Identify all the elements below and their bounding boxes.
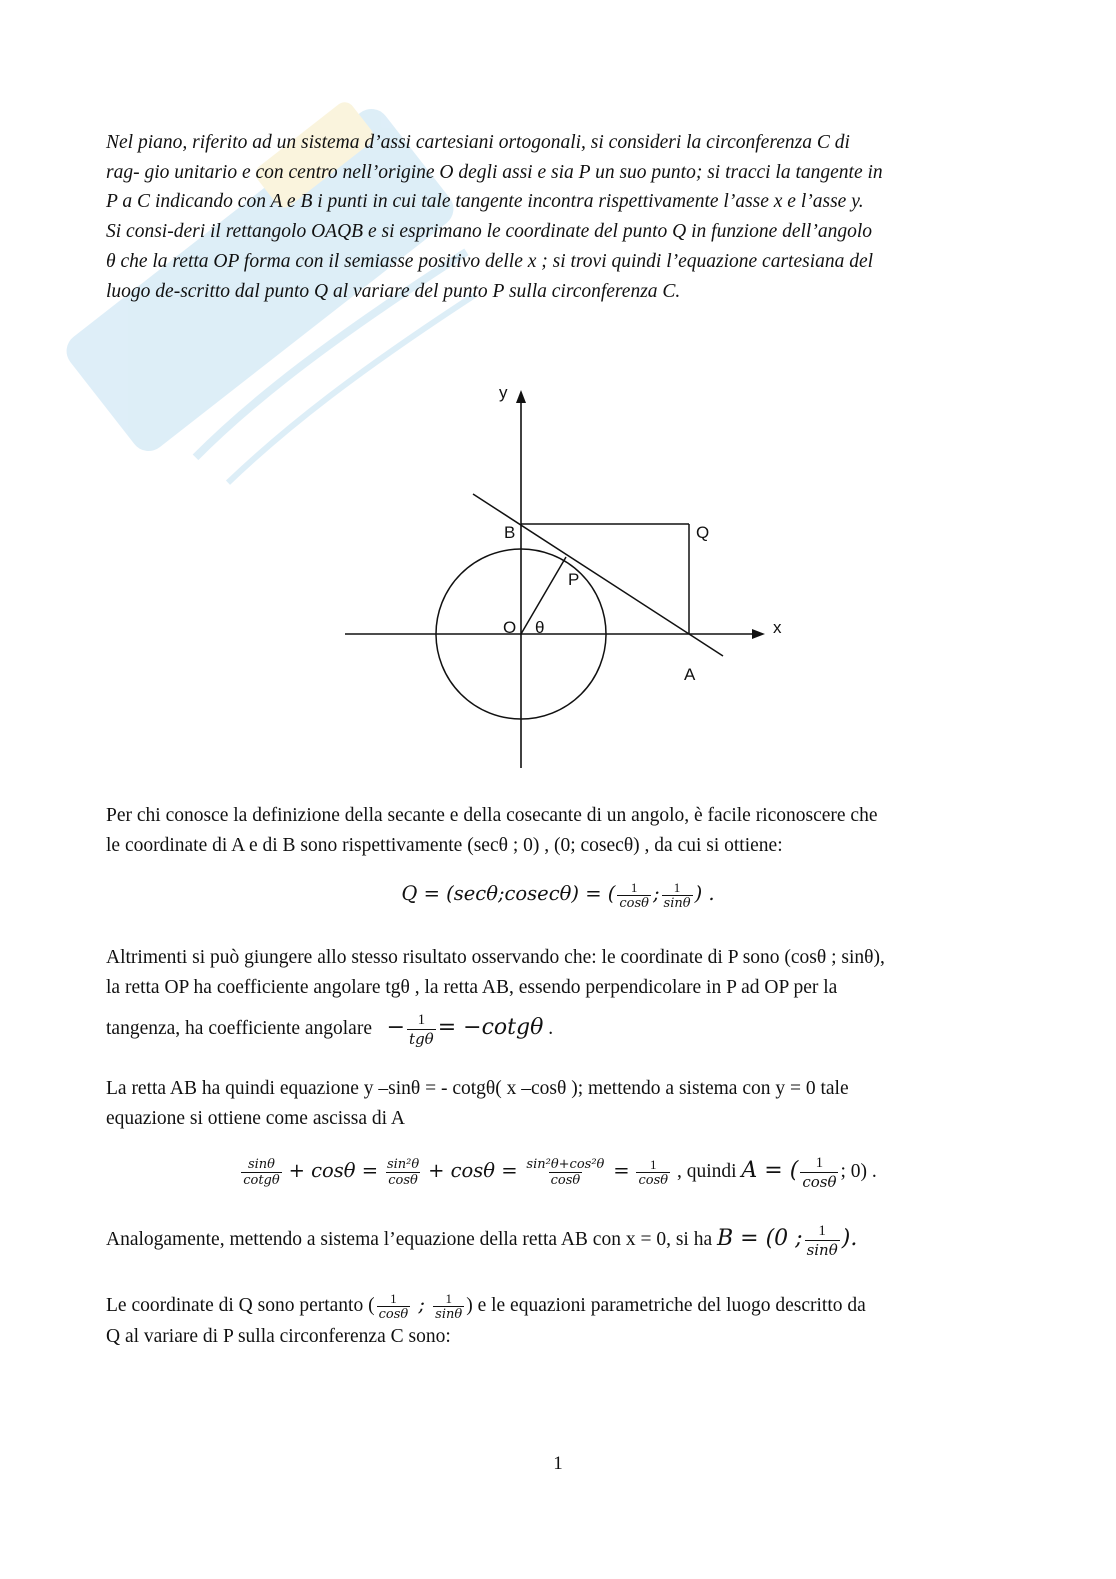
cotg-expr: = −cotgθ bbox=[437, 1014, 544, 1040]
fraction bbox=[377, 1291, 411, 1322]
denominator: cosθ bbox=[378, 1307, 409, 1323]
numerator: sin²θ+cos²θ bbox=[526, 1157, 605, 1172]
text-line: le coordinate di A e di B sono rispettivamente (secθ ; 0) , (0; cosecθ) , da cui si ottiene: bbox=[106, 835, 783, 856]
text-fragment: Analogamente, mettendo a sistema l’equazione della retta AB con x = 0, si ha bbox=[106, 1228, 717, 1250]
separator: ; bbox=[412, 1293, 432, 1316]
intro-line: Nel piano, riferito ad un sistema d’assi cartesiani ortogonali, si consideri la circonferenza C di bbox=[106, 132, 850, 153]
fraction bbox=[617, 880, 651, 911]
text-line: La retta AB ha quindi equazione y –sinθ = - cotgθ( x –cosθ ); mettendo a sistema con y = 0 tale bbox=[106, 1078, 849, 1099]
separator: ; bbox=[652, 881, 660, 905]
denominator: cosθ bbox=[388, 1173, 418, 1188]
page-number: 1 bbox=[553, 1453, 563, 1474]
intro-line: θ che la retta OP forma con il semiasse positivo delle x ; si trovi quindi l’equazione cartesiana del bbox=[106, 250, 874, 272]
label-A: A bbox=[684, 665, 696, 684]
text-line bbox=[106, 1011, 1016, 1048]
geometry-figure bbox=[330, 375, 810, 775]
paragraph-Q-coordinates bbox=[106, 1290, 1016, 1352]
numerator: 1 bbox=[630, 880, 638, 895]
label-O: O bbox=[503, 618, 517, 637]
text-fragment: tangenza, ha coefficiente angolare bbox=[106, 1017, 372, 1039]
label-theta: θ bbox=[535, 618, 545, 637]
intro-line: Si consi-deri il rettangolo OAQB e si esprimano le coordinate del punto Q in funzione dell’angolo bbox=[106, 221, 873, 243]
fraction bbox=[433, 1291, 464, 1322]
text-fragment: Le coordinate di Q sono pertanto ( bbox=[106, 1295, 375, 1316]
y-axis-arrow bbox=[516, 390, 526, 403]
fraction bbox=[800, 1154, 838, 1191]
B-end: ). bbox=[841, 1225, 858, 1251]
denominator: cosθ bbox=[802, 1173, 837, 1191]
denominator: sinθ bbox=[806, 1241, 838, 1259]
numerator: 1 bbox=[445, 1291, 452, 1307]
label-B: B bbox=[504, 523, 516, 542]
text-line: Q al variare di P sulla circonferenza C sono: bbox=[106, 1326, 451, 1348]
numerator: sin²θ bbox=[386, 1157, 420, 1172]
A-lhs: A = ( bbox=[741, 1157, 799, 1183]
denominator: sinθ bbox=[435, 1307, 463, 1323]
fraction bbox=[385, 1157, 421, 1188]
minus-sign: − bbox=[386, 1014, 406, 1040]
denominator: cosθ bbox=[619, 896, 649, 911]
numerator: sinθ bbox=[247, 1157, 275, 1172]
x-axis-arrow bbox=[752, 629, 765, 639]
label-x: x bbox=[773, 618, 782, 637]
A-rest: ; 0) . bbox=[840, 1160, 877, 1182]
period: . bbox=[548, 1017, 554, 1039]
fraction bbox=[636, 1157, 670, 1188]
denominator: cosθ bbox=[550, 1173, 581, 1188]
text-line: Per chi conosce la definizione della secante e della cosecante di un angolo, è facile riconoscere che bbox=[106, 805, 878, 826]
denominator: cotgθ bbox=[243, 1173, 280, 1188]
text-line: Altrimenti si può giungere allo stesso risultato osservando che: le coordinate di P sono (cosθ ; sinθ), bbox=[106, 947, 885, 968]
numerator: 1 bbox=[815, 1155, 824, 1171]
fraction bbox=[241, 1157, 281, 1188]
B-lhs: B = (0 ; bbox=[716, 1225, 803, 1251]
intro-line: P a C indicando con A e B i punti in cui tale tangente incontra rispettivamente l’asse x e l’asse y. bbox=[106, 191, 864, 213]
text-fragment: ) e le equazioni parametriche del luogo descritto da bbox=[466, 1295, 866, 1316]
operator: + cosθ = bbox=[288, 1158, 379, 1182]
numerator: 1 bbox=[417, 1012, 426, 1028]
fraction bbox=[524, 1157, 606, 1188]
equation-A bbox=[0, 1154, 1116, 1191]
eq-end: ) . bbox=[694, 881, 715, 905]
intro-line: rag- gio unitario e con centro nell’origine O degli assi e sia P un suo punto; si tracci la tangente in bbox=[106, 161, 883, 183]
numerator: 1 bbox=[673, 880, 681, 895]
fraction bbox=[662, 880, 693, 911]
paragraph-alternative bbox=[106, 943, 1016, 1048]
numerator: 1 bbox=[818, 1223, 826, 1239]
text-line: equazione si ottiene come ascissa di A bbox=[106, 1108, 405, 1129]
operator: = bbox=[613, 1158, 630, 1182]
quindi-text: , quindi bbox=[672, 1160, 742, 1182]
paragraph-line-equation bbox=[106, 1074, 1016, 1134]
intro-line: luogo de-scritto dal punto Q al variare del punto P sulla circonferenza C. bbox=[106, 280, 681, 302]
label-y: y bbox=[499, 383, 508, 402]
numerator: 1 bbox=[650, 1157, 657, 1172]
fraction bbox=[407, 1011, 436, 1048]
problem-statement bbox=[106, 128, 1006, 306]
equation-Q bbox=[0, 880, 1116, 911]
fraction bbox=[805, 1222, 840, 1259]
denominator: sinθ bbox=[663, 896, 691, 911]
operator: + cosθ = bbox=[428, 1158, 518, 1182]
paragraph-secant bbox=[106, 801, 1016, 861]
text-line: la retta OP ha coefficiente angolare tgθ , la retta AB, essendo perpendicolare in P ad OP per la bbox=[106, 977, 838, 998]
eq-lhs: Q = (secθ;cosecθ) = ( bbox=[401, 881, 616, 905]
text-line bbox=[106, 1290, 1016, 1322]
denominator: tgθ bbox=[409, 1030, 434, 1048]
paragraph-B bbox=[106, 1222, 1016, 1259]
label-Q: Q bbox=[696, 523, 710, 542]
numerator: 1 bbox=[390, 1291, 397, 1307]
denominator: cosθ bbox=[638, 1173, 669, 1188]
label-P: P bbox=[568, 570, 580, 589]
